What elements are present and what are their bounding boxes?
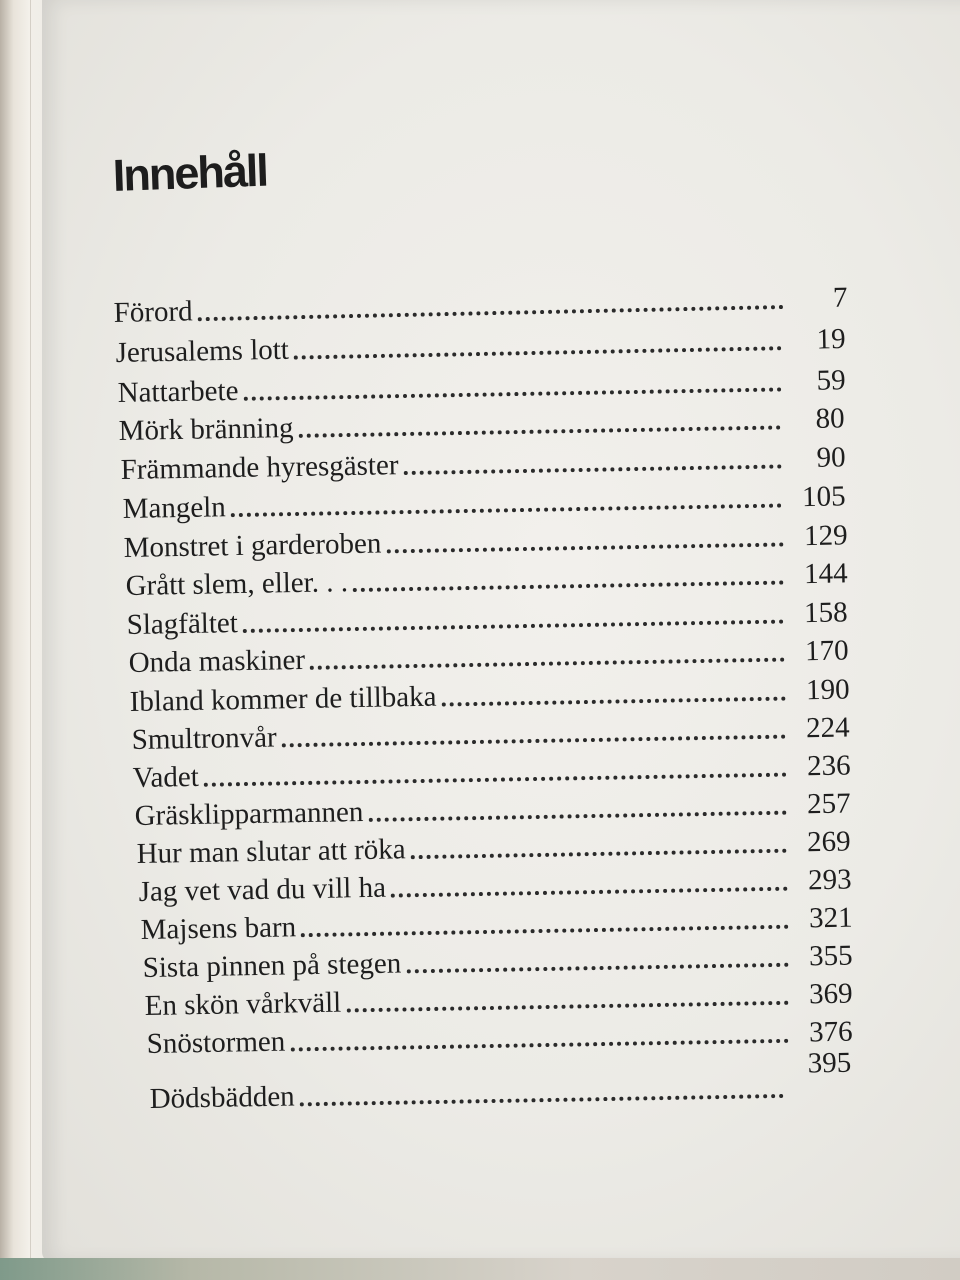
entry-page-number: 376 [808,1015,853,1049]
entry-title: En skön vårkväll [144,986,342,1023]
entry-page-number: 190 [805,673,850,707]
entry-title: Nattarbete [117,374,239,410]
toc-entry [149,1046,852,1116]
entry-page-number: 293 [807,863,852,897]
dot-leader [406,962,788,974]
entry-page-number: 236 [806,749,851,783]
entry-page-number: 170 [804,634,849,668]
entry-page-number: 19 [816,322,846,356]
entry-title: Ibland kommer de tillbaka [129,680,437,719]
dot-leader [294,345,782,359]
entry-title: Majsens barn [140,911,297,947]
entry-title: Jerusalems lott [115,333,290,370]
entry-page-number: 129 [803,519,848,553]
entry-title: Hur man slutar att röka [136,833,406,871]
dot-leader [411,848,787,860]
entry-title: Smultronvår [131,721,277,757]
entry-title: Mörk bränning [118,411,294,448]
entry-page-number: 90 [816,441,846,474]
dot-leader [300,1093,784,1106]
entry-page-number: 395 [807,1046,852,1080]
dot-leader [290,1038,788,1052]
dot-leader [353,580,784,593]
entry-title: Slagfältet [126,607,239,642]
entry-page-number: 269 [806,825,851,859]
entry-title: Jag vet vad du vill ha [138,871,387,909]
entry-title: Främmande hyresgäster [120,449,399,487]
entry-page-number: 321 [808,901,853,935]
entry-page-number: 105 [801,480,846,514]
entry-title: Vadet [132,760,200,795]
page-title: Innehåll [112,144,268,201]
entry-page-number: 80 [815,402,845,435]
entry-page-number: 369 [808,977,853,1011]
entry-title: Onda maskiner [128,643,306,680]
entry-title: Mangeln [122,491,227,526]
entry-page-number: 224 [805,711,850,745]
entry-title: Grått slem, eller. . . [125,566,349,603]
entry-page-number: 355 [808,939,853,973]
entry-title: Sista pinnen på stegen [142,947,402,985]
entry-title: Monstret i garderoben [123,527,382,565]
dot-leader [442,696,786,707]
entry-title: Förord [113,295,193,330]
entry-page-number: 257 [806,787,851,821]
entry-page-number: 59 [816,364,846,397]
entry-title: Gräsklipparmannen [134,796,364,833]
entry-title: Snöstormen [146,1025,286,1061]
entry-page-number: 158 [803,596,848,630]
dot-leader [404,463,782,475]
entry-page-number: 144 [803,557,848,591]
entry-title: Dödsbädden [149,1080,295,1116]
entry-page-number: 7 [832,281,848,314]
